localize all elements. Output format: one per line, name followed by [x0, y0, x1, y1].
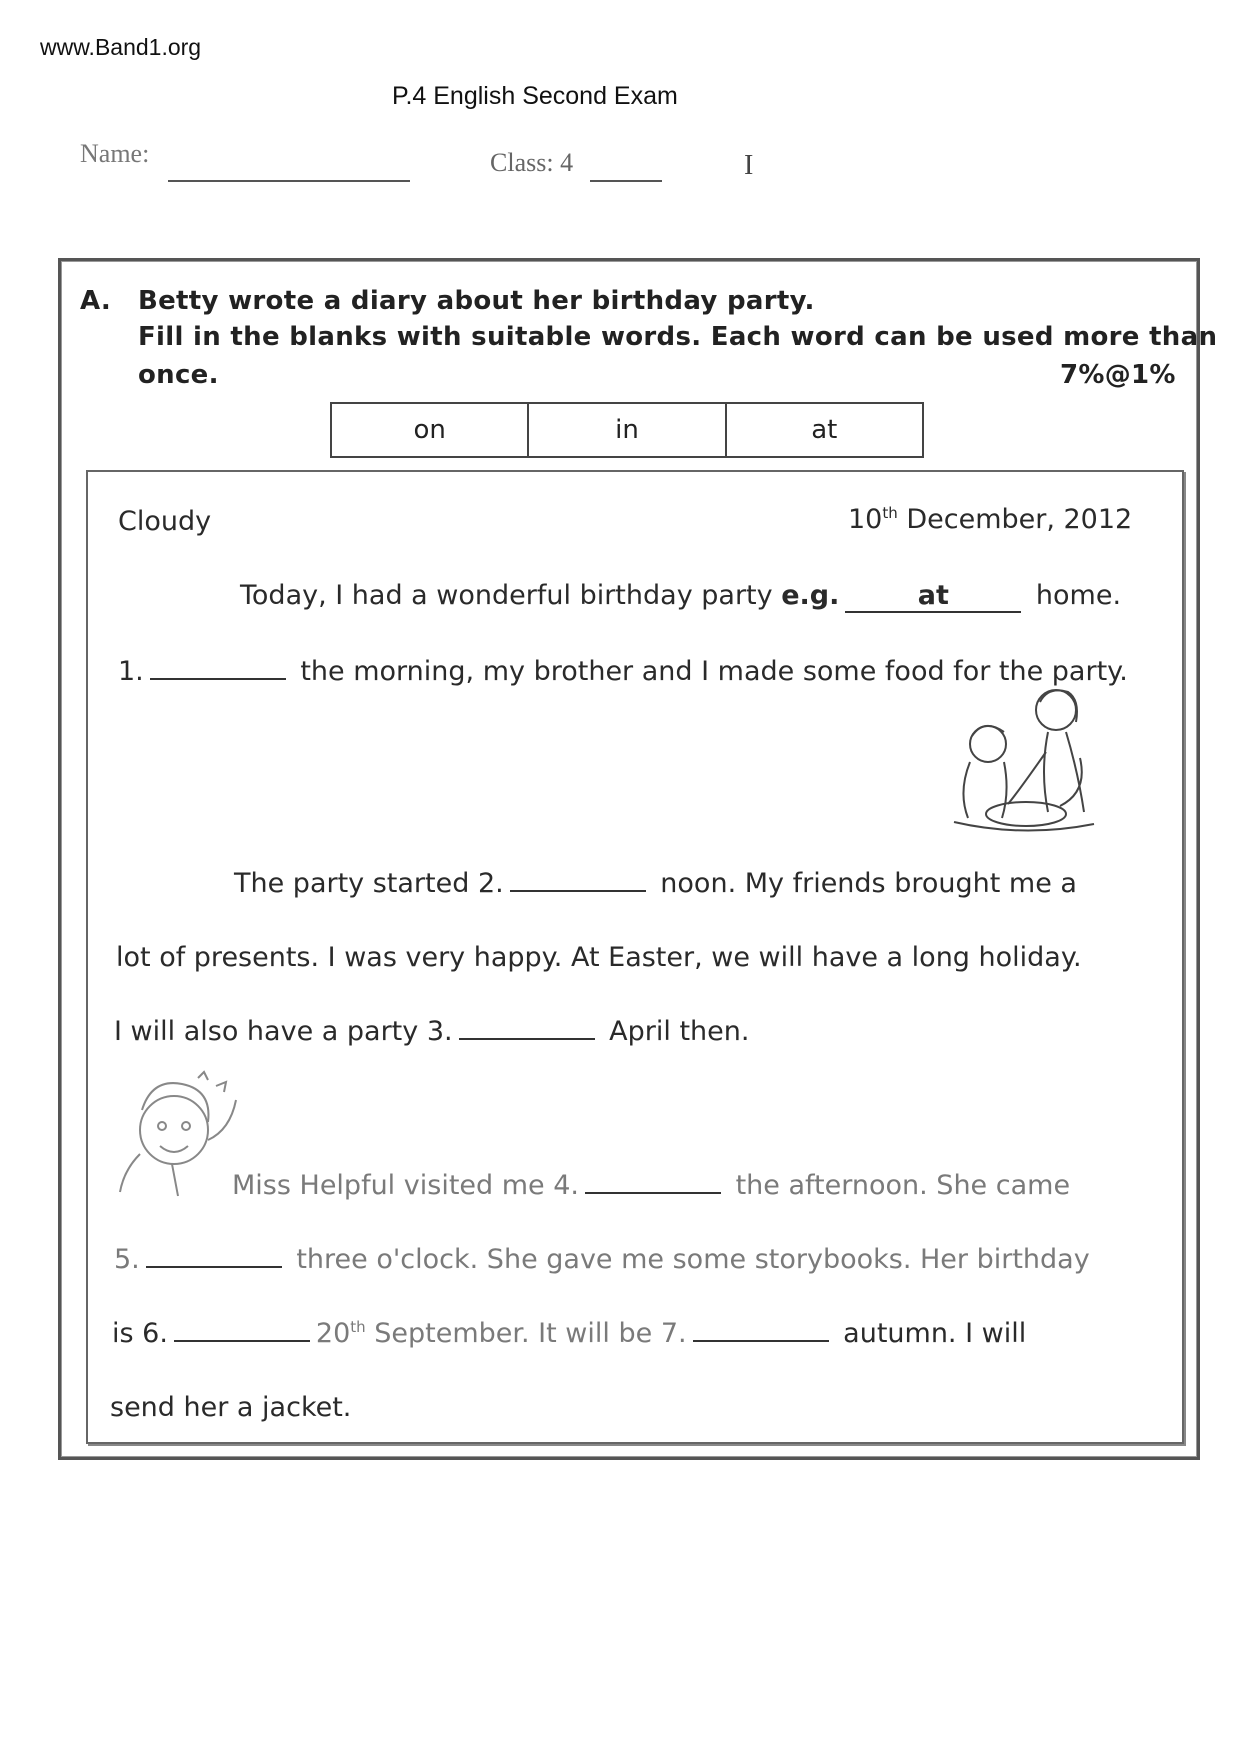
example-label: e.g.: [781, 580, 840, 611]
text-span: noon. My friends brought me a: [651, 868, 1077, 899]
answer-blank-1[interactable]: [150, 656, 286, 680]
text-span: is 6.: [112, 1318, 168, 1349]
word-bank-item: in: [527, 404, 724, 456]
text-span: Miss Helpful visited me 4.: [232, 1170, 579, 1201]
instruction-line-2: Fill in the blanks with suitable words. Each word can be used more than: [138, 322, 1218, 352]
example-answer: at: [845, 580, 1021, 613]
text-span: autumn. I will: [834, 1318, 1027, 1349]
text-span: Today, I had a wonderful birthday party: [240, 580, 782, 611]
text-span: home.: [1027, 580, 1122, 611]
marks-allocation: 7%@1%: [1060, 360, 1176, 390]
instruction-line-3: once.: [138, 360, 219, 390]
miss-helpful-character-icon: [112, 1070, 252, 1200]
text-span: September. It will be 7.: [365, 1318, 687, 1349]
section-letter: A.: [80, 286, 112, 316]
diary-paragraph-3-line-4: send her a jacket.: [110, 1392, 352, 1423]
diary-paragraph-1: [240, 580, 1121, 613]
word-bank-item: on: [413, 415, 446, 445]
name-label: Name:: [80, 139, 150, 168]
answer-blank-3[interactable]: [459, 1016, 595, 1040]
date-rest: December, 2012: [897, 504, 1133, 535]
diary-paragraph-3-line-1: [232, 1170, 1070, 1201]
diary-paragraph-2-line-3: [114, 1016, 749, 1047]
text-span: April then.: [600, 1016, 750, 1047]
class-mark: I: [744, 150, 754, 181]
answer-blank-2[interactable]: [510, 868, 646, 892]
name-blank[interactable]: [168, 180, 410, 182]
text-span: The party started 2.: [234, 868, 504, 899]
answer-blank-7[interactable]: [693, 1318, 829, 1342]
diary-weather: Cloudy: [118, 506, 212, 537]
class-blank[interactable]: [590, 180, 662, 182]
mother-and-child-cooking-icon: [948, 682, 1098, 840]
sept-suffix: th: [350, 1318, 366, 1336]
text-span: three o'clock. She gave me some storybooks. Her birthday: [287, 1244, 1090, 1275]
website-url: www.Band1.org: [40, 34, 202, 60]
diary-paragraph-3-line-3: [112, 1318, 1026, 1349]
diary-paragraph-3-line-2: [114, 1244, 1090, 1275]
question-number: 5.: [114, 1244, 140, 1275]
class-label: Class: 4: [490, 148, 574, 177]
answer-blank-5[interactable]: [146, 1244, 282, 1268]
diary-paragraph-2-line-1: [234, 868, 1077, 899]
diary-paragraph-2-line-2: lot of presents. I was very happy. At Easter, we will have a long holiday.: [116, 942, 1082, 973]
sept-day: 20: [315, 1318, 351, 1349]
text-span: I will also have a party 3.: [114, 1016, 453, 1047]
text-span: the afternoon. She came: [727, 1170, 1071, 1201]
instruction-line-1: Betty wrote a diary about her birthday party.: [138, 286, 815, 316]
word-bank-item: at: [725, 404, 922, 456]
date-suffix: th: [882, 504, 898, 522]
answer-blank-4[interactable]: [585, 1170, 721, 1194]
exam-title: P.4 English Second Exam: [392, 82, 678, 110]
answer-blank-6[interactable]: [174, 1318, 310, 1342]
diary-date: [848, 504, 1132, 535]
text-span: the morning, my brother and I made some food for the party.: [291, 656, 1128, 687]
date-day: 10: [848, 504, 883, 535]
word-bank: [330, 402, 924, 458]
question-number: 1.: [118, 656, 144, 687]
